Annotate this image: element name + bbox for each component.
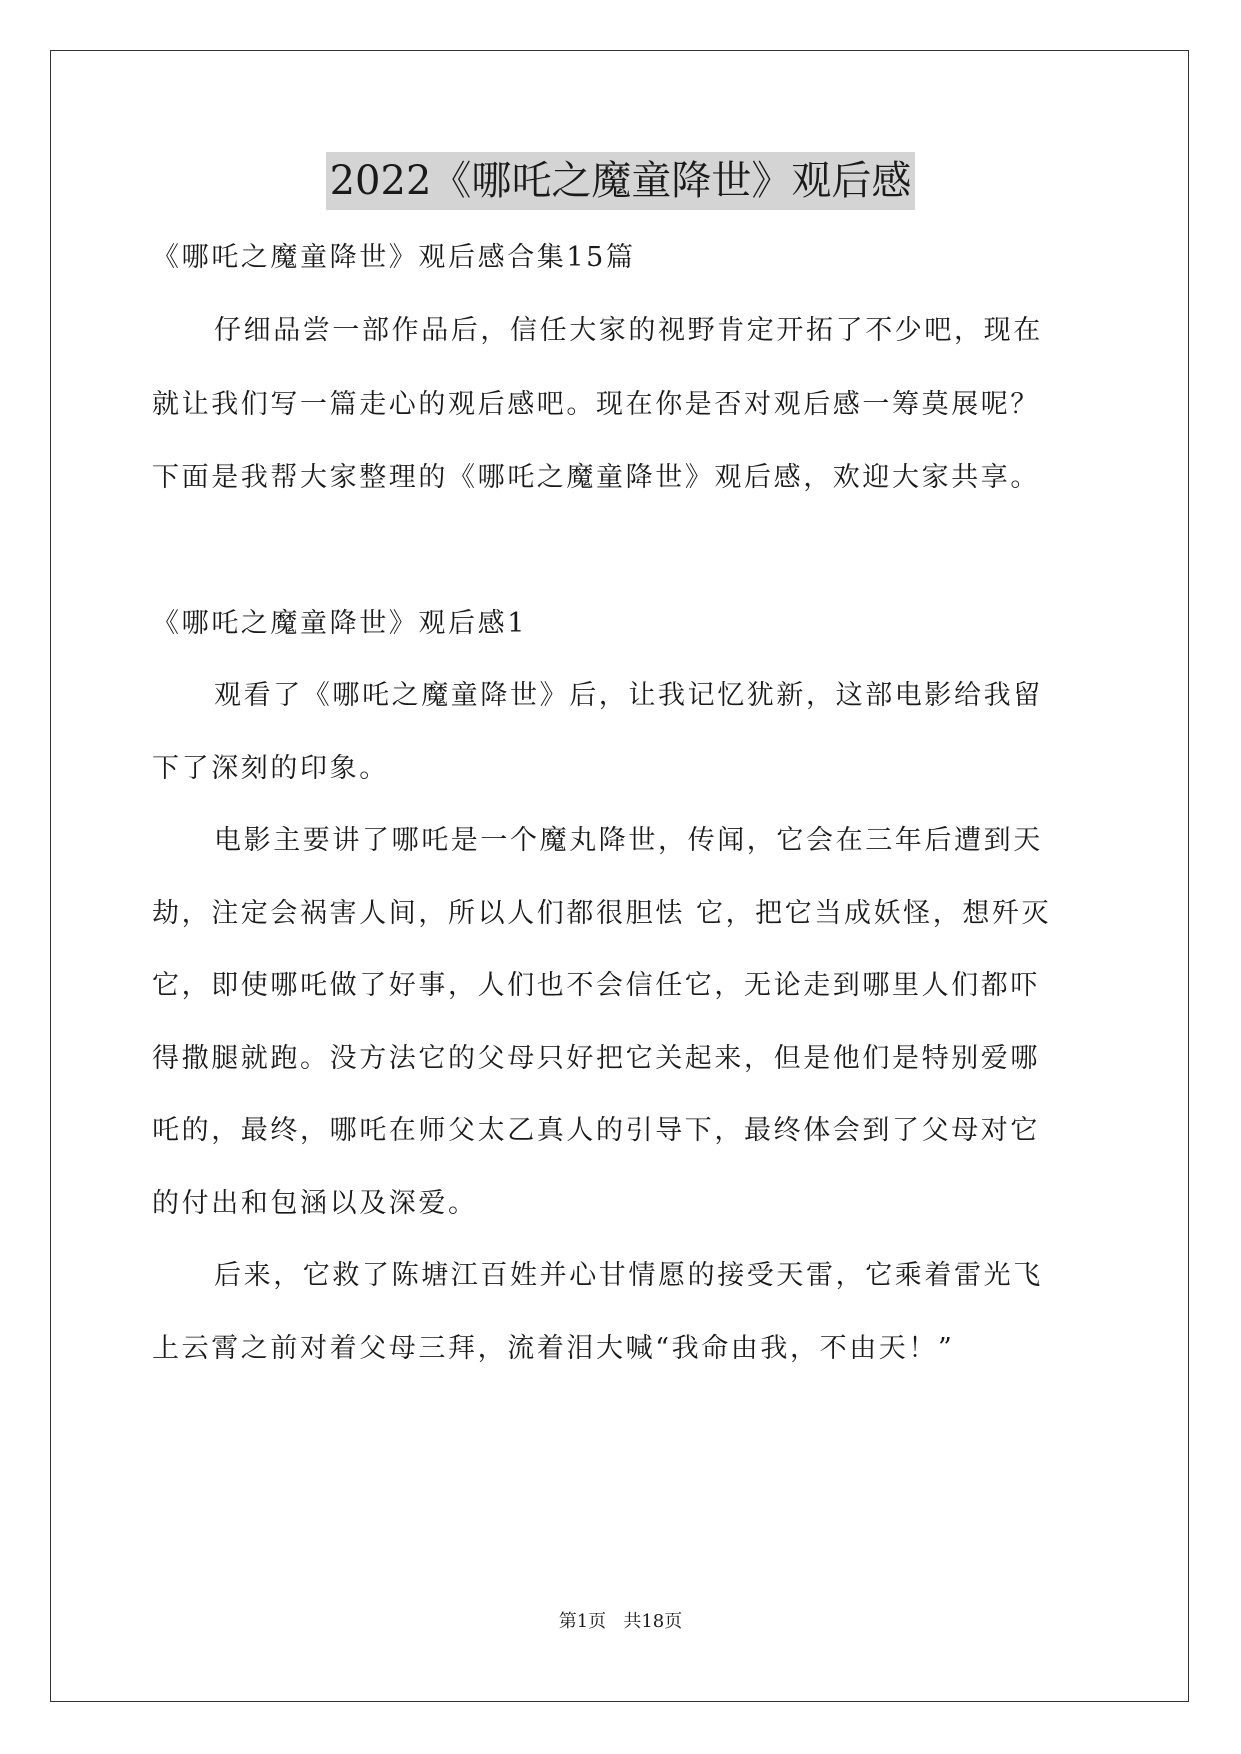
paragraph-line: 得撒腿就跑。没方法它的父母只好把它关起来，但是他们是特别爱哪 — [152, 1043, 1040, 1074]
paragraph-line: 吒的，最终，哪吒在师父太乙真人的引导下，最终体会到了父母对它 — [152, 1115, 1040, 1146]
intro-line: 仔细品尝一部作品后，信任大家的视野肯定开拓了不少吧，现在 — [214, 315, 1043, 346]
paragraph-line: 观看了《哪吒之魔童降世》后，让我记忆犹新，这部电影给我留 — [214, 680, 1043, 711]
paragraph-line: 劫，注定会祸害人间，所以人们都很胆怯 它，把它当成妖怪，想歼灭 — [152, 898, 1052, 929]
intro-line: 下面是我帮大家整理的《哪吒之魔童降世》观后感，欢迎大家共享。 — [152, 462, 1040, 493]
section-heading: 《哪吒之魔童降世》观后感1 — [152, 608, 527, 639]
page-number-footer: 第1页 共18页 — [558, 1611, 683, 1632]
paragraph-line: 上云霄之前对着父母三拜，流着泪大喊“我命由我，不由天！” — [152, 1333, 955, 1364]
paragraph-line: 后来，它救了陈塘江百姓并心甘情愿的接受天雷，它乘着雷光飞 — [214, 1260, 1043, 1291]
paragraph-line: 的付出和包涵以及深爱。 — [152, 1188, 478, 1219]
document-subtitle: 《哪吒之魔童降世》观后感合集15篇 — [152, 242, 636, 273]
document-title: 2022《哪吒之魔童降世》观后感 — [326, 152, 916, 210]
paragraph-line: 它，即使哪吒做了好事，人们也不会信任它，无论走到哪里人们都吓 — [152, 970, 1040, 1001]
page-border — [50, 50, 1189, 1702]
paragraph-line: 下了深刻的印象。 — [152, 753, 389, 784]
paragraph-line: 电影主要讲了哪吒是一个魔丸降世，传闻，它会在三年后遭到天 — [214, 825, 1043, 856]
title-container — [0, 152, 1241, 210]
intro-line: 就让我们写一篇走心的观后感吧。现在你是否对观后感一筹莫展呢？ — [152, 389, 1040, 420]
